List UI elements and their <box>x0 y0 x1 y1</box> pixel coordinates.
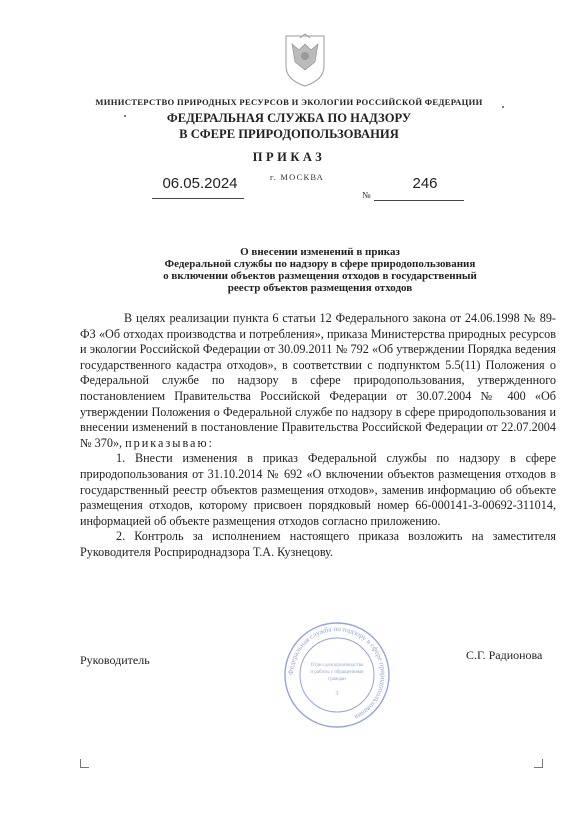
scan-speck <box>124 115 126 117</box>
number-label: № <box>362 190 371 200</box>
document-body <box>80 311 556 561</box>
order-word: приказываю: <box>125 435 214 450</box>
agency-name-line2: В СФЕРЕ ПРИРОДОПОЛЬЗОВАНИЯ <box>179 127 399 141</box>
date-underline <box>152 198 244 199</box>
order-item-2: 2. Контроль за исполнением настоящего приказа возложить на заместителя Руководителя Росприроднадзора Т.А. Кузнецову. <box>80 529 556 559</box>
ministry-name: МИНИСТЕРСТВО ПРИРОДНЫХ РЕСУРСОВ И ЭКОЛОГИИ РОССИЙСКОЙ ФЕДЕРАЦИИ <box>95 97 483 107</box>
stamp-ring-text: Федеральная служба по надзору в сфере природопользования <box>286 624 388 722</box>
preamble-text: В целях реализации пункта 6 статьи 12 Федерального закона от 24.06.1998 № 89-ФЗ «Об отходах производства и потребления», приказа Министерства природных ресурсов и экологии Российской Федерации от 30.09.2011 № 792 «Об утверждении Порядка ведения государственного кадастра отходов», в соответствии с подпунктом 5.5(11) Положения о Федеральной службе по надзору в сфере природопользования, утвержденного постановлением Правительства Российской Федерации от 30.07.2004 № 400 «Об утверждении Положения о Федеральной службе по надзору в сфере природопользования и внесении изменений в постановление Правительства Российской Федерации от 22.07.2004 № 370», <box>80 311 556 450</box>
document-title <box>80 246 560 294</box>
office-stamp <box>282 620 392 730</box>
coat-of-arms-emblem <box>282 32 328 88</box>
title-line1: О внесении изменений в приказ <box>240 246 400 258</box>
stamp-center-line1: Отдел делопроизводства <box>310 663 364 668</box>
document-type: ПРИКАЗ <box>252 150 326 164</box>
preamble-paragraph <box>80 311 556 451</box>
number-underline <box>374 200 464 201</box>
stamp-center-line3: граждан <box>328 677 346 682</box>
signatory-position: Руководитель <box>80 653 150 667</box>
title-line2: Федеральной службы по надзору в сфере природопользования <box>164 258 476 270</box>
scan-speck <box>502 106 504 108</box>
order-item-1: 1. Внести изменения в приказ Федеральной службы по надзору в сфере природопользования от 31.10.2014 № 692 «О включении объектов размещения отходов в государственный реестр объектов размещения отходов», заменив информацию об объекте размещения отходов, которому присвоен порядковый номер 66-000141-З-00692-311014, информацией об объекте размещения отходов согласно приложению. <box>80 451 556 528</box>
title-line4: реестр объектов размещения отходов <box>227 282 413 294</box>
corner-mark-bottom-left <box>80 759 89 768</box>
agency-name-line1: ФЕДЕРАЛЬНАЯ СЛУЖБА ПО НАДЗОРУ <box>166 111 412 125</box>
document-date: 06.05.2024 <box>162 175 238 192</box>
signatory-name: С.Г. Радионова <box>466 648 543 662</box>
corner-mark-bottom-right <box>534 759 543 768</box>
title-line3: о включении объектов размещения отходов в государственный <box>163 270 477 282</box>
agency-name <box>0 110 578 142</box>
document-city: г. МОСКВА <box>270 172 324 182</box>
stamp-center-line2: и работы с обращениями <box>310 670 364 675</box>
stamp-center-number: 3 <box>335 691 339 697</box>
document-number: 246 <box>412 175 438 192</box>
